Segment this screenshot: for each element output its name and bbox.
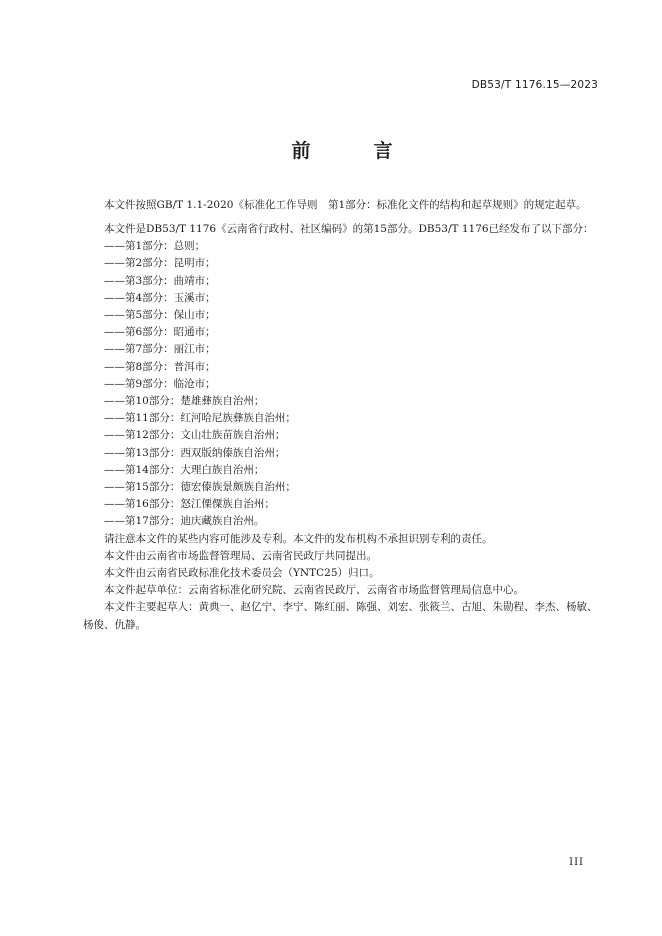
document-body bbox=[83, 195, 600, 634]
drafting-units: 本文件起草单位：云南省标准化研究院、云南省民政厅、云南省市场监督管理局信息中心。 bbox=[104, 584, 524, 597]
list-item: ——第6部分：昭通市； bbox=[104, 326, 216, 339]
list-item: ——第15部分：德宏傣族景颇族自治州； bbox=[104, 481, 296, 494]
document-code: DB53/T 1176.15—2023 bbox=[471, 79, 598, 91]
patent-notice: 请注意本文件的某些内容可能涉及专利。本文件的发布机构不承担识别专利的责任。 bbox=[104, 532, 493, 545]
list-item: ——第12部分：文山壮族苗族自治州； bbox=[104, 429, 286, 442]
list-item: ——第1部分：总则； bbox=[104, 240, 206, 253]
committee-statement: 本文件由云南省民政标准化技术委员会（YNTC25）归口。 bbox=[104, 567, 380, 580]
list-item: ——第3部分：曲靖市； bbox=[104, 274, 216, 287]
list-item: ——第13部分：西双版纳傣族自治州； bbox=[104, 446, 286, 459]
page-title: 前 言 bbox=[291, 140, 415, 162]
list-item: ——第10部分：楚雄彝族自治州； bbox=[104, 395, 265, 408]
proposer-statement: 本文件由云南省市场监督管理局、云南省民政厅共同提出。 bbox=[104, 549, 377, 562]
list-item: ——第14部分：大理白族自治州； bbox=[104, 463, 265, 476]
list-item: ——第8部分：普洱市； bbox=[104, 360, 216, 373]
drafters: 本文件主要起草人：黄典一、赵亿宁、李宁、陈红丽、陈强、刘宏、张筱兰、古旭、朱勋程、李杰、杨敏、杨俊、仇静。 bbox=[83, 601, 598, 631]
list-item: ——第17部分：迪庆藏族自治州。 bbox=[104, 515, 265, 528]
list-item: ——第2部分：昆明市； bbox=[104, 257, 216, 270]
series-paragraph: 本文件是DB53/T 1176《云南省行政村、社区编码》的第15部分。DB53/T 1176已经发布了以下部分： bbox=[104, 223, 594, 235]
intro-paragraph: 本文件按照GB/T 1.1-2020《标准化工作导则 第1部分：标准化文件的结构和起草规则》的规定起草。 bbox=[104, 199, 587, 211]
list-item: ——第9部分：临沧市； bbox=[104, 377, 216, 390]
list-item: ——第5部分：保山市； bbox=[104, 309, 216, 322]
list-item: ——第11部分：红河哈尼族彝族自治州； bbox=[104, 412, 296, 425]
list-item: ——第16部分：怒江傈僳族自治州； bbox=[104, 498, 275, 511]
list-item: ——第7部分：丽江市； bbox=[104, 343, 216, 356]
parts-list bbox=[83, 238, 600, 530]
page-number: III bbox=[569, 857, 584, 868]
list-item: ——第4部分：玉溪市； bbox=[104, 291, 216, 304]
